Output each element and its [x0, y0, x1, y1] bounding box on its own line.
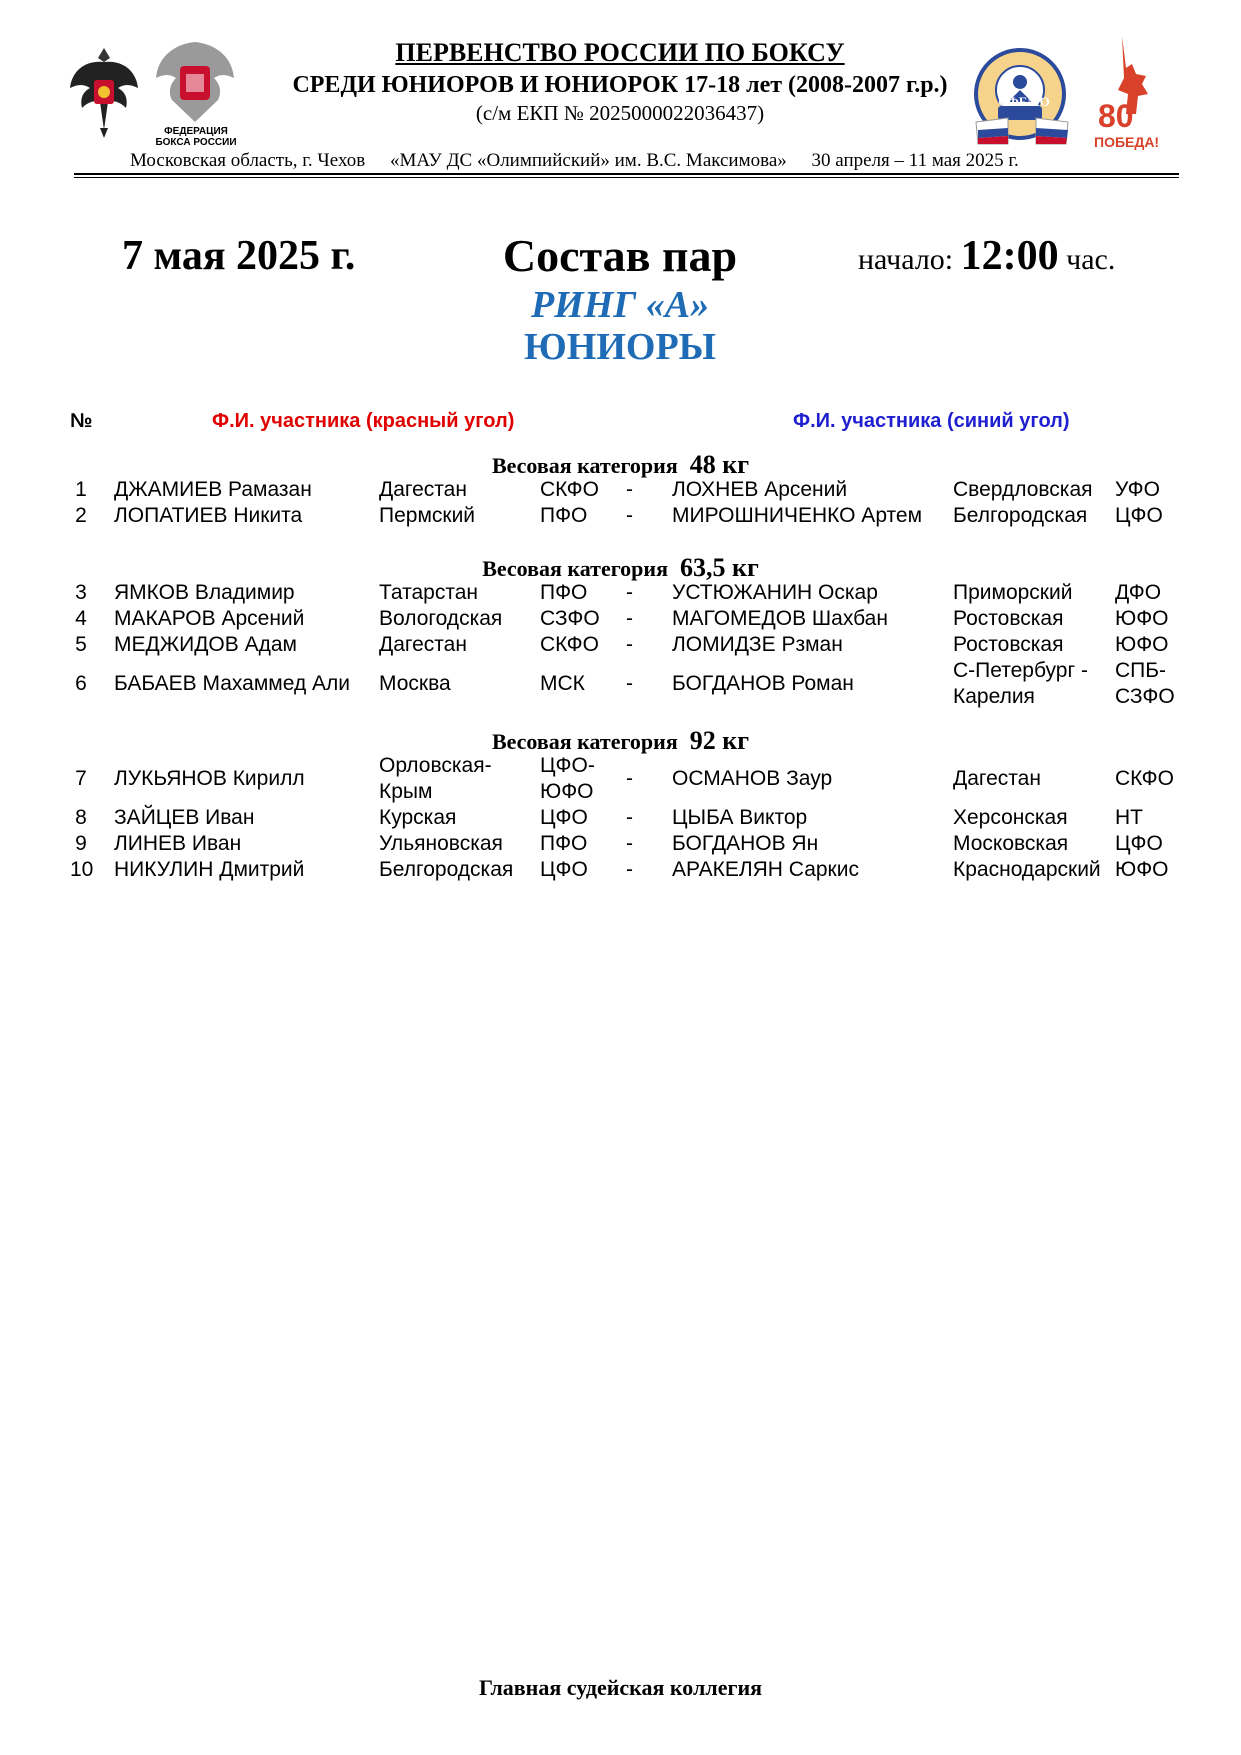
blue-district: ЦФО — [1115, 504, 1163, 527]
vs-separator: - — [626, 832, 633, 855]
start-label: начало: — [858, 243, 954, 276]
weight-category-label: Весовая категория — [482, 556, 668, 581]
blue-region: Ростовская — [953, 633, 1064, 656]
blue-name: ЦЫБА Виктор — [672, 806, 808, 829]
red-region: Дагестан — [379, 633, 467, 656]
blue-region: Краснодарский — [953, 858, 1101, 881]
blue-region: Херсонская — [953, 806, 1068, 829]
bout-row — [0, 857, 1241, 883]
red-name: ЗАЙЦЕВ Иван — [114, 806, 255, 829]
boxing-federation-emblem-icon — [150, 38, 240, 126]
blue-region: Московская — [953, 832, 1069, 855]
blue-region: Приморский — [953, 581, 1073, 604]
weight-category-label: Весовая категория — [491, 729, 678, 754]
red-district: СЗФО — [540, 607, 600, 630]
red-name: ЯМКОВ Владимир — [114, 581, 295, 604]
blue-name: МИРОШНИЧЕНКО Артем — [672, 504, 923, 527]
title-line-3: (с/м ЕКП № 2025000022036437) — [475, 101, 765, 125]
column-header-blue-corner: Ф.И. участника (синий угол) — [793, 410, 1070, 432]
blue-name: БОГДАНОВ Роман — [672, 672, 854, 695]
weight-category-value: 48 кг — [689, 450, 750, 479]
red-region: Белгородская — [379, 858, 514, 881]
red-district: СКФО — [540, 478, 599, 501]
age-category: ЮНИОРЫ — [524, 326, 716, 368]
blue-district: ДФО — [1115, 581, 1162, 604]
blue-region: Белгородская — [953, 504, 1088, 527]
blue-district: СКФО — [1115, 767, 1174, 790]
session-date: 7 мая 2025 г. — [122, 233, 356, 279]
column-header-red-corner: Ф.И. участника (красный угол) — [212, 410, 515, 432]
blue-district: ЮФО — [1115, 607, 1169, 630]
bout-number: 10 — [70, 858, 94, 881]
blue-name: ЛОХНЕВ Арсений — [672, 478, 848, 501]
red-name: НИКУЛИН Дмитрий — [114, 858, 305, 881]
federation-label-line2: БОКСА РОССИИ — [155, 137, 237, 148]
ring-label: РИНГ «А» — [530, 284, 710, 326]
bout-number: 7 — [75, 767, 87, 790]
column-header-number: № — [70, 410, 93, 432]
bout-row — [0, 753, 1241, 805]
red-name: ДЖАМИЕВ Рамазан — [114, 478, 312, 501]
red-name: ЛИНЕВ Иван — [114, 832, 242, 855]
red-region: Москва — [379, 672, 451, 695]
victory-80-label: 80 — [1098, 98, 1134, 134]
red-district: ЦФО-ЮФО — [540, 754, 595, 803]
blue-region: Ростовская — [953, 607, 1064, 630]
vs-separator: - — [626, 672, 633, 695]
weight-category-value: 92 кг — [689, 726, 750, 755]
weight-category-heading — [0, 450, 1241, 480]
weight-category-heading — [0, 553, 1241, 583]
vs-separator: - — [626, 633, 633, 656]
bout-number: 2 — [75, 504, 87, 527]
bout-row — [0, 805, 1241, 831]
red-name: МАКАРОВ Арсений — [114, 607, 305, 630]
vs-separator: - — [626, 806, 633, 829]
red-district: ПФО — [540, 832, 588, 855]
bout-row — [0, 477, 1241, 503]
red-region: Курская — [379, 806, 457, 829]
blue-name: МАГОМЕДОВ Шахбан — [672, 607, 888, 630]
location-text: Московская область, г. Чехов — [130, 150, 366, 171]
blue-name: БОГДАНОВ Ян — [672, 832, 819, 855]
venue-line — [130, 150, 1130, 172]
blue-district: ЦФО — [1115, 832, 1163, 855]
red-region: Пермский — [379, 504, 476, 527]
bout-row — [0, 503, 1241, 529]
red-region: Орловская-Крым — [379, 754, 492, 803]
title-line-1: ПЕРВЕНСТВО РОССИИ ПО БОКСУ — [395, 38, 845, 67]
blue-district: НТ — [1115, 806, 1143, 829]
weight-category-value: 63,5 кг — [680, 553, 759, 582]
blue-name: УСТЮЖАНИН Оскар — [672, 581, 878, 604]
red-district: ПФО — [540, 504, 588, 527]
blue-name: ОСМАНОВ Заур — [672, 767, 833, 790]
blue-district: ЮФО — [1115, 633, 1169, 656]
red-district: ЦФО — [540, 806, 588, 829]
blue-district: СПБ-СЗФО — [1115, 659, 1175, 708]
bout-row — [0, 606, 1241, 632]
weight-category-label: Весовая категория — [491, 453, 678, 478]
bout-row — [0, 658, 1241, 710]
blue-region: С-Петербург - Карелия — [953, 659, 1088, 708]
red-district: МСК — [540, 672, 585, 695]
start-time-block — [858, 232, 1115, 280]
sfbmo-label: СФБМО — [998, 94, 1050, 109]
vs-separator: - — [626, 504, 633, 527]
bout-row — [0, 632, 1241, 658]
red-region: Дагестан — [379, 478, 467, 501]
bout-number: 4 — [75, 607, 87, 630]
red-name: ЛОПАТИЕВ Никита — [114, 504, 303, 527]
red-name: МЕДЖИДОВ Адам — [114, 633, 297, 656]
blue-region: Свердловская — [953, 478, 1093, 501]
red-name: ЛУКЬЯНОВ Кирилл — [114, 767, 305, 790]
bout-number: 9 — [75, 832, 87, 855]
vs-separator: - — [626, 478, 633, 501]
vs-separator: - — [626, 581, 633, 604]
blue-name: ЛОМИДЗЕ Рзман — [672, 633, 843, 656]
red-region: Вологодская — [379, 607, 503, 630]
header-divider — [74, 173, 1179, 175]
vs-separator: - — [626, 858, 633, 881]
victory-label: ПОБЕДА! — [1094, 134, 1160, 150]
russia-coat-of-arms-icon — [66, 40, 142, 140]
red-region: Татарстан — [379, 581, 479, 604]
red-name: БАБАЕВ Махаммед Али — [114, 672, 351, 695]
page-title: Состав пар — [502, 230, 738, 281]
header-divider-thin — [74, 177, 1179, 178]
blue-region: Дагестан — [953, 767, 1041, 790]
blue-district: ЮФО — [1115, 858, 1169, 881]
red-district: СКФО — [540, 633, 599, 656]
vs-separator: - — [626, 607, 633, 630]
footer-signature: Главная судейская коллегия — [478, 1675, 763, 1700]
title-line-2: СРЕДИ ЮНИОРОВ И ЮНИОРОК 17-18 лет (2008-2007 г.р.) — [292, 72, 948, 98]
red-region: Ульяновская — [379, 832, 503, 855]
bout-number: 6 — [75, 672, 87, 695]
bout-number: 3 — [75, 581, 87, 604]
blue-name: АРАКЕЛЯН Саркис — [672, 858, 859, 881]
bout-number: 1 — [75, 478, 87, 501]
weight-category-heading — [0, 726, 1241, 756]
venue-text: «МАУ ДС «Олимпийский» им. В.С. Максимова» — [389, 150, 787, 171]
start-time: 12:00 — [960, 233, 1059, 279]
dates-text: 30 апреля – 11 мая 2025 г. — [811, 150, 1019, 171]
vs-separator: - — [626, 767, 633, 790]
start-unit: час. — [1066, 243, 1116, 276]
red-district: ПФО — [540, 581, 588, 604]
federation-label — [146, 126, 246, 148]
bout-number: 8 — [75, 806, 87, 829]
bout-number: 5 — [75, 633, 87, 656]
federation-label-line1: ФЕДЕРАЦИЯ — [164, 126, 228, 137]
bout-row — [0, 831, 1241, 857]
red-district: ЦФО — [540, 858, 588, 881]
bout-row — [0, 580, 1241, 606]
blue-district: УФО — [1115, 478, 1160, 501]
